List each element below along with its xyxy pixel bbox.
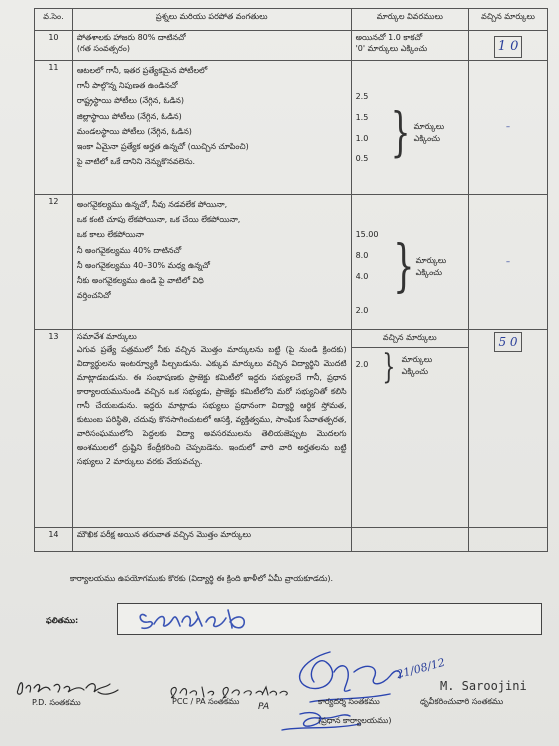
header-question: ప్రశ్నలు మరియు పరపోత వంగతులు <box>72 9 351 31</box>
handwritten-selected-signature <box>136 604 276 634</box>
selection-criteria-table <box>34 8 548 552</box>
pcc-signature-label: PCC / PA సంతకము <box>172 697 240 706</box>
details-subheader: వచ్చిన మార్కులు <box>352 330 469 348</box>
question-line: నీ అంగవైకల్యము 40–30% మధ్య ఉన్నచో <box>76 260 210 270</box>
question-cell <box>72 195 351 330</box>
brace-label: మార్కులు ఎక్కించు <box>401 354 433 376</box>
marks-scale <box>356 197 465 327</box>
brace-label: మార్కులు ఎక్కించు <box>415 256 447 277</box>
row-number: 12 <box>35 195 73 330</box>
brace-label: మార్కులు ఎక్కించు <box>413 122 445 143</box>
question-title: సమావేశ మార్కులు <box>76 332 137 341</box>
details-cell <box>351 528 469 552</box>
handwritten-marks: 1 0 <box>494 36 523 58</box>
question-cell <box>72 31 351 61</box>
marks-cell <box>469 61 548 195</box>
brace-icon: } <box>392 234 415 299</box>
question-line: పై వాటిలో ఒకే దానిని నెన్నుకొనవలెను. <box>76 157 196 167</box>
marks-scale <box>352 348 469 388</box>
scale-value: 1.5 <box>355 112 369 122</box>
row-number: 10 <box>35 31 73 61</box>
header-details: మార్కుల వివరములు <box>351 9 469 31</box>
marks-cell <box>469 195 548 330</box>
verifier-signature: M. Saroojini <box>440 679 527 693</box>
question-line: (గత సంవత్సరం) <box>76 43 130 53</box>
pa-mark: PA <box>258 702 270 712</box>
question-line: ఆటలలో గానీ, ఇతర ప్రత్యేకమైన పోటీలలో <box>76 66 208 75</box>
question-line: అంగవైకల్యము ఉన్నచో, నీవు నడవలేక పోయినా, <box>76 200 228 209</box>
marks-cell <box>469 528 548 552</box>
question-line: ఒక కాలు లేకపోయినా <box>76 230 144 240</box>
question-cell <box>72 330 351 528</box>
scale-value: 4.0 <box>355 271 369 281</box>
pd-signature <box>14 676 124 698</box>
question-line: నీకు అంగవైకల్యము ఉండి పై వాటిలో విధి <box>76 275 204 285</box>
details-line: అయినచో 1.0 కాకచో <box>355 33 423 42</box>
scale-value: 2.0 <box>355 359 369 369</box>
scale-value: 15.00 <box>355 230 379 239</box>
details-cell <box>351 61 469 195</box>
row-number: 13 <box>35 330 73 528</box>
row-number: 11 <box>35 61 73 195</box>
scale-value: 1.0 <box>355 133 369 143</box>
head-office-label: (ప్రధాన కార్యాలయము) <box>318 716 392 725</box>
brace-icon: } <box>381 346 395 387</box>
result-box <box>117 603 542 635</box>
scale-value: 2.5 <box>355 92 369 101</box>
question-line: రాష్ట్రస్థాయి పోటీలు (నేగ్గిన, ఓడిన) <box>76 96 185 106</box>
marks-scale <box>356 63 465 191</box>
interview-paragraph: ఎగువ ప్రత్యే పత్రములో నీకు వచ్చిన మొత్తం మార్కులను బట్టి (పై నుండి క్రిందకు) విద్యార్థులను ఇంటర్వ్యూకి పిల్చబడును. ఎక్కువ మార్కులు వచ్చిన విద్యార్థిని మొదటి మాట్లాడబడును. ఈ సంభాషణకు ప్రాజెక్టు కమిటీలో ఇద్దరు సభ్యులచే గానీ, ప్రధాన కార్యాలయమునుండి వచ్చిన ఒక సభ్యుడు, ప్రాజెక్టు కమిటీలోని మరో సభ్యునితో కలిసి గానీ చేయబడును. ఇద్దరు మాట్లాడు సభ్యులు ప్రధానంగా విద్యార్థి ఆర్థిక స్తోమత, కుటుంబ పరిస్థితి, చదువు కొనసాగించుటలో ఆసక్తి, వ్యక్తిత్వము, సాంఘిక సేవాతత్పరత, వారిసంఘములోని పెద్దలకు విద్యా అవసరములను తెలియజెప్పుట మొదలగు అంశములలో ద్రుష్టిని కేంద్రీకరించి చెప్పబడెను. ఇందులో వారి వారి అర్హతలను బట్టి సభ్యులు 2 మార్కులు వరకు వేయవచ్చు. <box>76 344 347 466</box>
pd-signature-label: P.D. సంతకము <box>32 698 81 707</box>
question-line: మండలస్థాయి పోటీలు (నేగ్గిన, ఓడిన) <box>76 126 192 136</box>
handwritten-marks: 5 0 <box>494 332 521 352</box>
header-marks: వచ్చిన మార్కులు <box>469 9 548 31</box>
handwritten-marks: – <box>506 256 511 266</box>
question-line: వర్తించనిచో <box>76 291 111 301</box>
details-cell <box>351 195 469 330</box>
scale-value: 0.5 <box>355 154 369 164</box>
office-use-note: కార్యాలయము ఉపయోగముకు కొరకు (విద్యార్థి ఈ క్రింది ఖాళీలో ఏమీ వ్రాయకూడదు). <box>70 574 333 583</box>
brace-icon: } <box>390 103 411 163</box>
details-cell <box>351 330 469 528</box>
question-line: గానీ పాల్గొన్న నిపుణత ఉండినచో <box>76 81 178 91</box>
marks-cell <box>469 31 548 61</box>
secretary-signature-label: కార్యదర్శి సంతకము <box>318 697 380 706</box>
table-header-row <box>35 9 548 31</box>
question-line: నీ అంగవైకల్యము 40% దాటినచో <box>76 245 182 255</box>
table-row-12 <box>35 195 548 330</box>
handwritten-marks: – <box>506 122 511 132</box>
question-line: పోతశాలకు హాజరు 80% దాటినచో <box>76 33 186 42</box>
table-row-11 <box>35 61 548 195</box>
scale-value: 8.0 <box>355 250 369 260</box>
table-row-14 <box>35 528 548 552</box>
question-line: ఇంకా ఏమైనా ప్రత్యేక అర్హత ఉన్నచో (యిచ్చిన చూపించి) <box>76 141 249 151</box>
header-serial-number: వ.సెం. <box>35 9 73 31</box>
scale-value: 2.0 <box>355 306 369 316</box>
table-row-10 <box>35 31 548 61</box>
details-line: '0' మార్కులు ఎక్కించు <box>355 43 428 53</box>
question-line: ఒక కంటి చూపు లేకపోయినా, ఒక చేయి లేకపోయినా, <box>76 215 241 225</box>
verifier-signature-label: ధృవీకరించువారి సంతకము <box>420 697 504 706</box>
signature-date: 21/08/12 <box>395 655 447 682</box>
marks-cell <box>469 330 548 528</box>
question-cell <box>72 61 351 195</box>
details-cell <box>351 31 469 61</box>
table-row-13 <box>35 330 548 528</box>
question-line: జిల్లాస్థాయి పోటీలు (నేగ్గిన, ఓడిన) <box>76 111 182 121</box>
question-cell: మౌఖిక పరీక్ష అయిన తరువాత వచ్చిన మొత్తం మార్కులు <box>72 528 351 552</box>
row-number: 14 <box>35 528 73 552</box>
result-label: ఫలితము: <box>46 616 79 625</box>
